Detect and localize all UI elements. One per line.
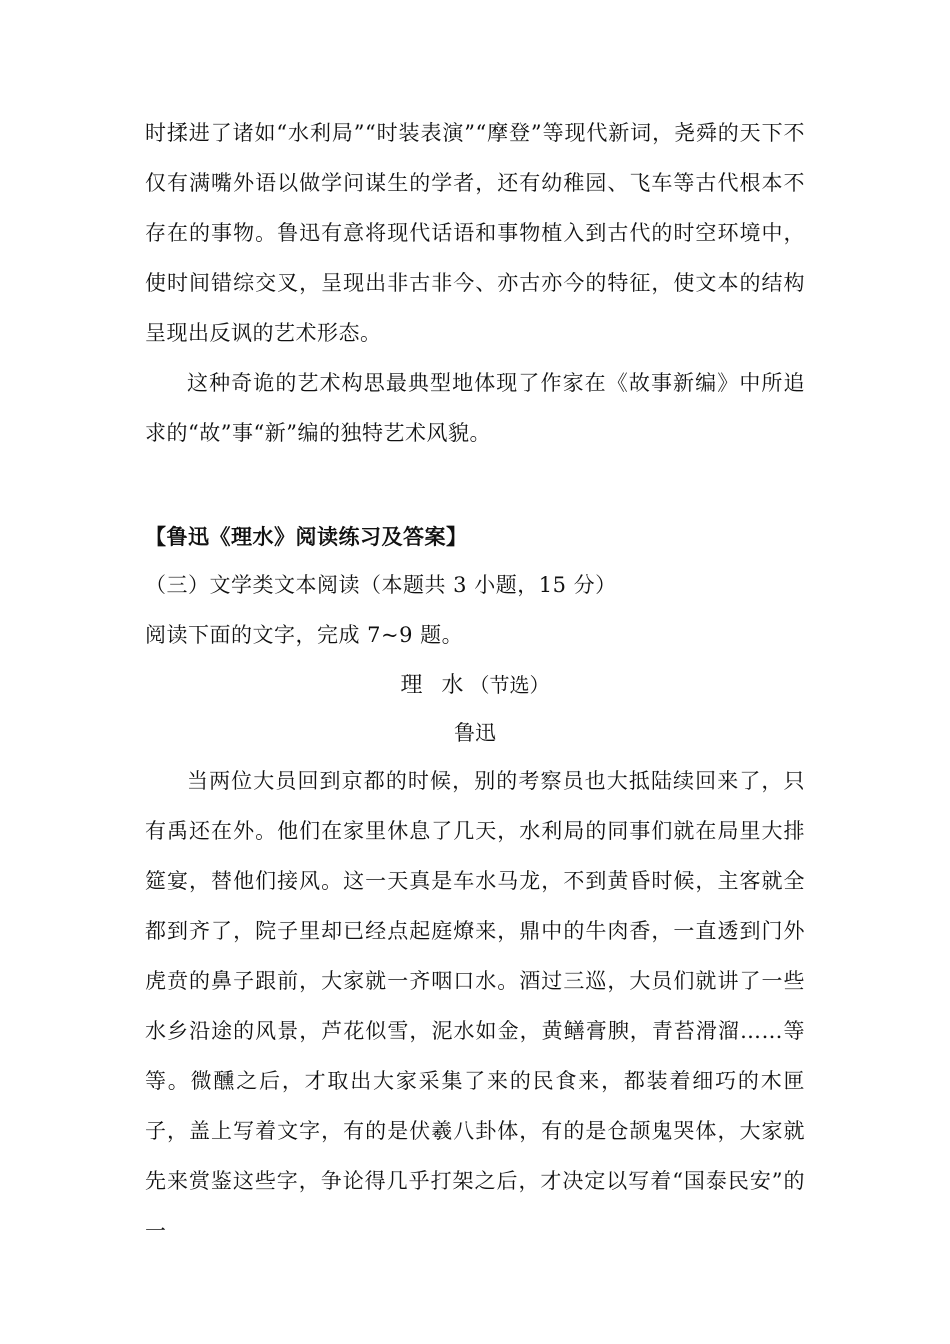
section-intro: [145, 570, 805, 600]
article-title-note: （节选）: [469, 673, 550, 697]
article-author: 鲁迅: [454, 721, 496, 745]
article-title: 理 水: [400, 673, 470, 698]
article-title-line: [0, 670, 950, 701]
section-header: [145, 522, 805, 552]
article-paragraph-1: 当两位大员回到京都的时候，别的考察员也大抵陆续回来了，只有禹还在外。他们在家里休息了几天，水利局的同事们就在局里大排筵宴，替他们接风。这一天真是车水马龙，不到黄昏时候，主客就全都到齐了，院子里却已经点起庭燎来，鼎中的牛肉香，一直透到门外虎贲的鼻子跟前，大家就一齐咽口水。酒过三巡，大员们就讲了一些水乡沿途的风景，芦花似雪，泥水如金，黄鳝膏腴，青苔滑溜……等等。微醺之后，才取出大家采集了来的民食来，都装着细巧的木匣子，盖上写着文字，有的是伏羲八卦体，有的是仓颉鬼哭体，大家就先来赏鉴这些字，争论得几乎打架之后，才决定以写着“国泰民安”的一: [145, 769, 805, 1243]
article-author-line: [0, 718, 950, 748]
continuation-text: [145, 108, 805, 458]
continuation-paragraph-1: 时揉进了诸如“水利局”“时装表演”“摩登”等现代新词，尧舜的天下不仅有满嘴外语以做学问谋生的学者，还有幼稚园、飞车等古代根本不存在的事物。鲁迅有意将现代话语和事物植入到古代的时空环境中，使时间错综交叉，呈现出非古非今、亦古亦今的特征，使文本的结构呈现出反讽的艺术形态。: [145, 121, 805, 345]
continuation-paragraph-2: 这种奇诡的艺术构思最典型地体现了作家在《故事新编》中所追求的“故”事“新”编的独特艺术风貌。: [145, 371, 805, 445]
section-instruction-block: [145, 620, 805, 650]
section-instruction: 阅读下面的文字，完成 7~9 题。: [145, 623, 464, 647]
section-subheading: （三）文学类文本阅读（本题共 3 小题，15 分）: [145, 573, 617, 597]
section-heading: 【鲁迅《理水》阅读练习及答案】: [145, 525, 468, 549]
article-body: [145, 756, 805, 1256]
